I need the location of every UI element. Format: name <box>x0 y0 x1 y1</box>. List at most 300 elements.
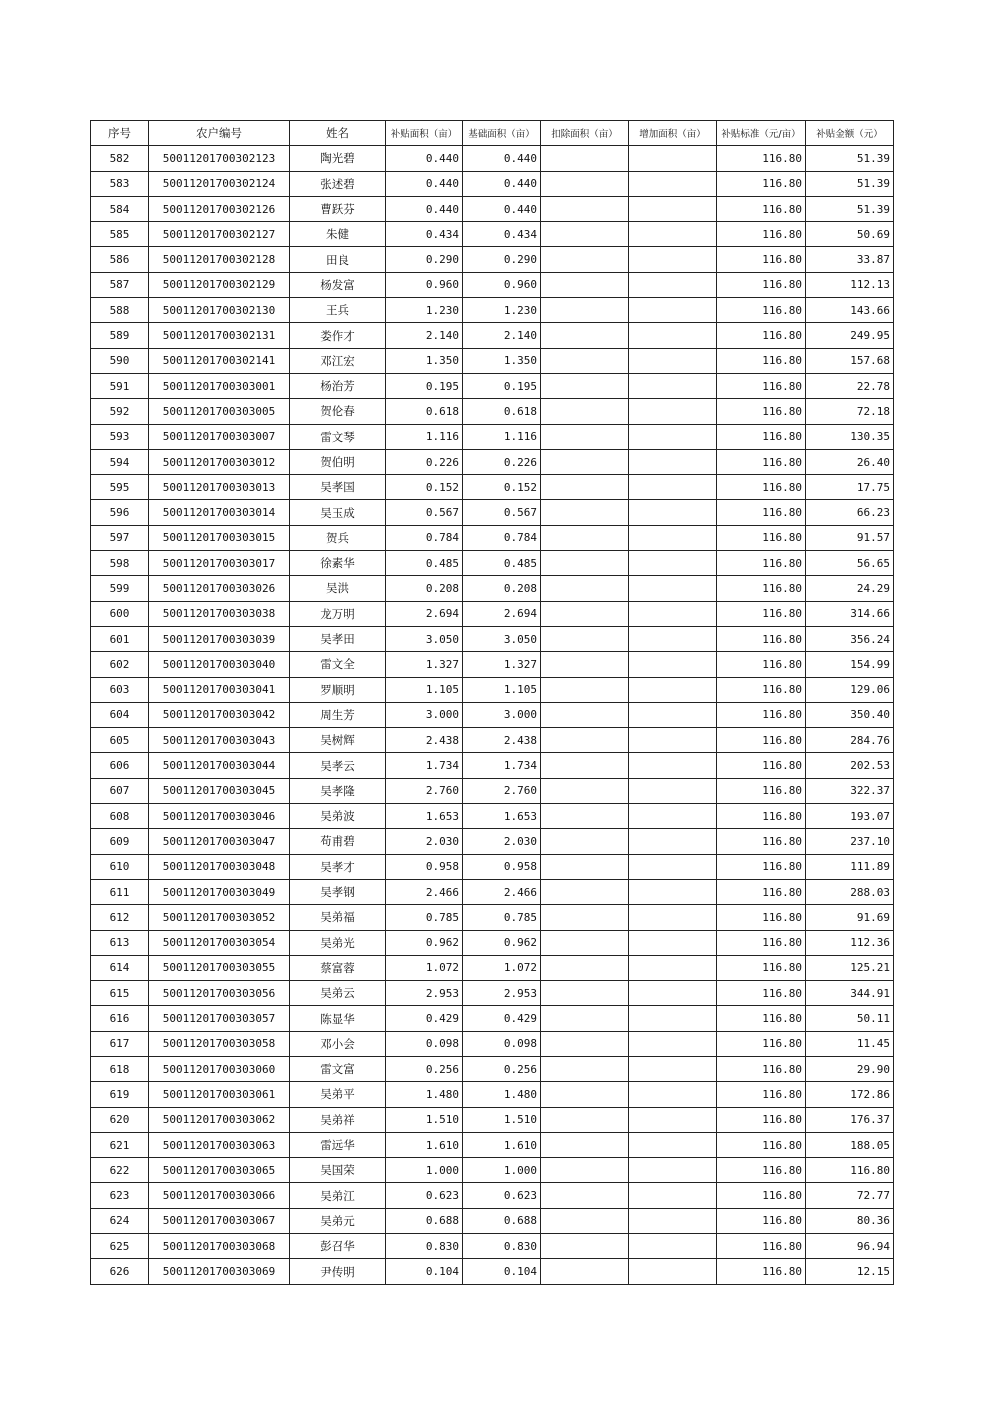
index-cell: 616 <box>91 1006 149 1031</box>
name-cell: 徐素华 <box>290 551 386 576</box>
subsidy-amount-cell: 33.87 <box>806 247 894 272</box>
subsidy-rate-cell: 116.80 <box>717 551 806 576</box>
deducted-area-cell <box>541 981 629 1006</box>
subsidy-area-cell: 0.256 <box>386 1056 463 1081</box>
base-area-cell: 1.610 <box>463 1132 541 1157</box>
deducted-area-cell <box>541 930 629 955</box>
table-row <box>91 1158 894 1183</box>
farmer-id-cell: 50011201700303057 <box>149 1006 290 1031</box>
index-cell: 604 <box>91 702 149 727</box>
deducted-area-cell <box>541 955 629 980</box>
subsidy-rate-cell: 116.80 <box>717 247 806 272</box>
index-cell: 623 <box>91 1183 149 1208</box>
subsidy-area-cell: 0.618 <box>386 399 463 424</box>
index-cell: 597 <box>91 525 149 550</box>
deducted-area-cell <box>541 1107 629 1132</box>
deducted-area-cell <box>541 728 629 753</box>
index-cell: 620 <box>91 1107 149 1132</box>
farmer-id-cell: 50011201700303041 <box>149 677 290 702</box>
added-area-cell <box>629 981 717 1006</box>
added-area-cell <box>629 373 717 398</box>
deducted-area-cell <box>541 753 629 778</box>
header-index: 序号 <box>91 121 149 146</box>
farmer-id-cell: 50011201700303068 <box>149 1234 290 1259</box>
subsidy-amount-cell: 130.35 <box>806 424 894 449</box>
subsidy-amount-cell: 96.94 <box>806 1234 894 1259</box>
subsidy-rate-cell: 116.80 <box>717 981 806 1006</box>
base-area-cell: 2.140 <box>463 323 541 348</box>
table-row <box>91 348 894 373</box>
subsidy-area-cell: 3.050 <box>386 626 463 651</box>
table-row <box>91 196 894 221</box>
subsidy-amount-cell: 72.77 <box>806 1183 894 1208</box>
deducted-area-cell <box>541 1056 629 1081</box>
name-cell: 吴国荣 <box>290 1158 386 1183</box>
index-cell: 622 <box>91 1158 149 1183</box>
added-area-cell <box>629 399 717 424</box>
deducted-area-cell <box>541 1234 629 1259</box>
deducted-area-cell <box>541 1158 629 1183</box>
base-area-cell: 1.230 <box>463 298 541 323</box>
subsidy-rate-cell: 116.80 <box>717 905 806 930</box>
name-cell: 吴孝隆 <box>290 778 386 803</box>
index-cell: 607 <box>91 778 149 803</box>
deducted-area-cell <box>541 348 629 373</box>
subsidy-rate-cell: 116.80 <box>717 1031 806 1056</box>
deducted-area-cell <box>541 677 629 702</box>
table-row <box>91 930 894 955</box>
name-cell: 杨治芳 <box>290 373 386 398</box>
index-cell: 621 <box>91 1132 149 1157</box>
subsidy-amount-cell: 154.99 <box>806 652 894 677</box>
name-cell: 田良 <box>290 247 386 272</box>
subsidy-amount-cell: 284.76 <box>806 728 894 753</box>
deducted-area-cell <box>541 601 629 626</box>
subsidy-rate-cell: 116.80 <box>717 399 806 424</box>
table-row <box>91 981 894 1006</box>
added-area-cell <box>629 829 717 854</box>
deducted-area-cell <box>541 626 629 651</box>
deducted-area-cell <box>541 879 629 904</box>
name-cell: 吴弟平 <box>290 1082 386 1107</box>
table-row <box>91 677 894 702</box>
subsidy-rate-cell: 116.80 <box>717 1056 806 1081</box>
name-cell: 朱健 <box>290 222 386 247</box>
subsidy-amount-cell: 172.86 <box>806 1082 894 1107</box>
subsidy-rate-cell: 116.80 <box>717 702 806 727</box>
table-row <box>91 854 894 879</box>
farmer-id-cell: 50011201700302141 <box>149 348 290 373</box>
base-area-cell: 0.960 <box>463 272 541 297</box>
deducted-area-cell <box>541 1031 629 1056</box>
subsidy-amount-cell: 237.10 <box>806 829 894 854</box>
deducted-area-cell <box>541 272 629 297</box>
added-area-cell <box>629 298 717 323</box>
base-area-cell: 0.152 <box>463 475 541 500</box>
subsidy-rate-cell: 116.80 <box>717 171 806 196</box>
subsidy-amount-cell: 12.15 <box>806 1259 894 1284</box>
header-subsidy-amount: 补贴金额（元） <box>806 121 894 146</box>
name-cell: 苟甫碧 <box>290 829 386 854</box>
index-cell: 626 <box>91 1259 149 1284</box>
farmer-id-cell: 50011201700303012 <box>149 449 290 474</box>
subsidy-rate-cell: 116.80 <box>717 196 806 221</box>
added-area-cell <box>629 728 717 753</box>
base-area-cell: 1.000 <box>463 1158 541 1183</box>
subsidy-rate-cell: 116.80 <box>717 146 806 171</box>
index-cell: 614 <box>91 955 149 980</box>
name-cell: 贺兵 <box>290 525 386 550</box>
name-cell: 雷文琴 <box>290 424 386 449</box>
subsidy-area-cell: 0.440 <box>386 196 463 221</box>
index-cell: 619 <box>91 1082 149 1107</box>
subsidy-amount-cell: 356.24 <box>806 626 894 651</box>
added-area-cell <box>629 955 717 980</box>
subsidy-amount-cell: 157.68 <box>806 348 894 373</box>
table-row <box>91 171 894 196</box>
table-row <box>91 804 894 829</box>
base-area-cell: 1.105 <box>463 677 541 702</box>
deducted-area-cell <box>541 222 629 247</box>
name-cell: 吴孝田 <box>290 626 386 651</box>
subsidy-amount-cell: 91.57 <box>806 525 894 550</box>
base-area-cell: 1.116 <box>463 424 541 449</box>
added-area-cell <box>629 778 717 803</box>
table-row <box>91 1107 894 1132</box>
subsidy-amount-cell: 111.89 <box>806 854 894 879</box>
subsidy-rate-cell: 116.80 <box>717 500 806 525</box>
base-area-cell: 0.618 <box>463 399 541 424</box>
base-area-cell: 3.050 <box>463 626 541 651</box>
subsidy-rate-cell: 116.80 <box>717 879 806 904</box>
subsidy-amount-cell: 66.23 <box>806 500 894 525</box>
base-area-cell: 2.953 <box>463 981 541 1006</box>
deducted-area-cell <box>541 905 629 930</box>
farmer-id-cell: 50011201700303040 <box>149 652 290 677</box>
subsidy-area-cell: 0.688 <box>386 1208 463 1233</box>
subsidy-rate-cell: 116.80 <box>717 1006 806 1031</box>
index-cell: 602 <box>91 652 149 677</box>
name-cell: 吴洪 <box>290 576 386 601</box>
subsidy-rate-cell: 116.80 <box>717 1132 806 1157</box>
index-cell: 611 <box>91 879 149 904</box>
name-cell: 雷文富 <box>290 1056 386 1081</box>
name-cell: 王兵 <box>290 298 386 323</box>
subsidy-area-cell: 1.610 <box>386 1132 463 1157</box>
header-base-area: 基础面积（亩） <box>463 121 541 146</box>
subsidy-area-cell: 1.734 <box>386 753 463 778</box>
farmer-id-cell: 50011201700302128 <box>149 247 290 272</box>
subsidy-rate-cell: 116.80 <box>717 601 806 626</box>
index-cell: 592 <box>91 399 149 424</box>
table-row <box>91 500 894 525</box>
added-area-cell <box>629 323 717 348</box>
farmer-id-cell: 50011201700303013 <box>149 475 290 500</box>
base-area-cell: 1.480 <box>463 1082 541 1107</box>
added-area-cell <box>629 1006 717 1031</box>
table-row <box>91 829 894 854</box>
table-row <box>91 728 894 753</box>
table-row <box>91 753 894 778</box>
base-area-cell: 1.734 <box>463 753 541 778</box>
farmer-id-cell: 50011201700303048 <box>149 854 290 879</box>
name-cell: 吴弟波 <box>290 804 386 829</box>
subsidy-rate-cell: 116.80 <box>717 272 806 297</box>
name-cell: 尹传明 <box>290 1259 386 1284</box>
subsidy-rate-cell: 116.80 <box>717 829 806 854</box>
subsidy-amount-cell: 176.37 <box>806 1107 894 1132</box>
subsidy-area-cell: 0.958 <box>386 854 463 879</box>
table-row <box>91 247 894 272</box>
name-cell: 吴树辉 <box>290 728 386 753</box>
subsidy-area-cell: 0.195 <box>386 373 463 398</box>
subsidy-amount-cell: 17.75 <box>806 475 894 500</box>
subsidy-amount-cell: 112.13 <box>806 272 894 297</box>
subsidy-rate-cell: 116.80 <box>717 298 806 323</box>
index-cell: 610 <box>91 854 149 879</box>
farmer-id-cell: 50011201700303044 <box>149 753 290 778</box>
subsidy-area-cell: 2.466 <box>386 879 463 904</box>
base-area-cell: 0.440 <box>463 196 541 221</box>
added-area-cell <box>629 475 717 500</box>
name-cell: 雷文全 <box>290 652 386 677</box>
subsidy-amount-cell: 50.69 <box>806 222 894 247</box>
subsidy-area-cell: 0.960 <box>386 272 463 297</box>
subsidy-amount-cell: 80.36 <box>806 1208 894 1233</box>
added-area-cell <box>629 753 717 778</box>
index-cell: 585 <box>91 222 149 247</box>
added-area-cell <box>629 576 717 601</box>
subsidy-amount-cell: 288.03 <box>806 879 894 904</box>
table-row <box>91 879 894 904</box>
base-area-cell: 0.098 <box>463 1031 541 1056</box>
base-area-cell: 0.195 <box>463 373 541 398</box>
farmer-id-cell: 50011201700303046 <box>149 804 290 829</box>
added-area-cell <box>629 879 717 904</box>
farmer-id-cell: 50011201700303055 <box>149 955 290 980</box>
header-subsidy-rate: 补贴标准（元/亩） <box>717 121 806 146</box>
index-cell: 598 <box>91 551 149 576</box>
table-row <box>91 1056 894 1081</box>
index-cell: 625 <box>91 1234 149 1259</box>
base-area-cell: 2.438 <box>463 728 541 753</box>
name-cell: 吴弟光 <box>290 930 386 955</box>
name-cell: 杨发富 <box>290 272 386 297</box>
farmer-id-cell: 50011201700303014 <box>149 500 290 525</box>
subsidy-area-cell: 1.653 <box>386 804 463 829</box>
table-row <box>91 399 894 424</box>
subsidy-area-cell: 0.290 <box>386 247 463 272</box>
name-cell: 张述碧 <box>290 171 386 196</box>
subsidy-area-cell: 0.152 <box>386 475 463 500</box>
base-area-cell: 0.440 <box>463 171 541 196</box>
subsidy-rate-cell: 116.80 <box>717 677 806 702</box>
subsidy-amount-cell: 91.69 <box>806 905 894 930</box>
subsidy-area-cell: 1.510 <box>386 1107 463 1132</box>
index-cell: 595 <box>91 475 149 500</box>
subsidy-rate-cell: 116.80 <box>717 1234 806 1259</box>
added-area-cell <box>629 626 717 651</box>
subsidy-rate-cell: 116.80 <box>717 424 806 449</box>
table-row <box>91 146 894 171</box>
subsidy-amount-cell: 26.40 <box>806 449 894 474</box>
subsidy-area-cell: 0.208 <box>386 576 463 601</box>
subsidy-area-cell: 1.116 <box>386 424 463 449</box>
name-cell: 吴弟福 <box>290 905 386 930</box>
deducted-area-cell <box>541 171 629 196</box>
table-row <box>91 449 894 474</box>
deducted-area-cell <box>541 146 629 171</box>
base-area-cell: 0.784 <box>463 525 541 550</box>
added-area-cell <box>629 804 717 829</box>
subsidy-area-cell: 1.000 <box>386 1158 463 1183</box>
base-area-cell: 0.688 <box>463 1208 541 1233</box>
farmer-id-cell: 50011201700303054 <box>149 930 290 955</box>
subsidy-area-cell: 0.098 <box>386 1031 463 1056</box>
name-cell: 曹跃芬 <box>290 196 386 221</box>
farmer-id-cell: 50011201700303061 <box>149 1082 290 1107</box>
base-area-cell: 3.000 <box>463 702 541 727</box>
index-cell: 590 <box>91 348 149 373</box>
base-area-cell: 0.429 <box>463 1006 541 1031</box>
base-area-cell: 1.510 <box>463 1107 541 1132</box>
subsidy-rate-cell: 116.80 <box>717 323 806 348</box>
table-row <box>91 652 894 677</box>
farmer-id-cell: 50011201700302130 <box>149 298 290 323</box>
subsidy-amount-cell: 193.07 <box>806 804 894 829</box>
deducted-area-cell <box>541 247 629 272</box>
subsidy-area-cell: 0.104 <box>386 1259 463 1284</box>
subsidy-amount-cell: 314.66 <box>806 601 894 626</box>
farmer-id-cell: 50011201700303007 <box>149 424 290 449</box>
base-area-cell: 0.434 <box>463 222 541 247</box>
subsidy-rate-cell: 116.80 <box>717 854 806 879</box>
farmer-id-cell: 50011201700303049 <box>149 879 290 904</box>
name-cell: 贺伯明 <box>290 449 386 474</box>
base-area-cell: 0.830 <box>463 1234 541 1259</box>
deducted-area-cell <box>541 449 629 474</box>
farmer-id-cell: 50011201700303042 <box>149 702 290 727</box>
base-area-cell: 0.962 <box>463 930 541 955</box>
subsidy-rate-cell: 116.80 <box>717 1183 806 1208</box>
name-cell: 贺伦春 <box>290 399 386 424</box>
table-row <box>91 702 894 727</box>
subsidy-area-cell: 0.962 <box>386 930 463 955</box>
header-deducted-area: 扣除面积（亩） <box>541 121 629 146</box>
deducted-area-cell <box>541 475 629 500</box>
header-added-area: 增加面积（亩） <box>629 121 717 146</box>
name-cell: 娄作才 <box>290 323 386 348</box>
subsidy-area-cell: 2.030 <box>386 829 463 854</box>
subsidy-area-cell: 0.440 <box>386 171 463 196</box>
added-area-cell <box>629 525 717 550</box>
index-cell: 612 <box>91 905 149 930</box>
subsidy-rate-cell: 116.80 <box>717 576 806 601</box>
index-cell: 603 <box>91 677 149 702</box>
deducted-area-cell <box>541 424 629 449</box>
subsidy-amount-cell: 116.80 <box>806 1158 894 1183</box>
subsidy-amount-cell: 50.11 <box>806 1006 894 1031</box>
farmer-id-cell: 50011201700303001 <box>149 373 290 398</box>
name-cell: 彭召华 <box>290 1234 386 1259</box>
deducted-area-cell <box>541 298 629 323</box>
deducted-area-cell <box>541 196 629 221</box>
subsidy-amount-cell: 125.21 <box>806 955 894 980</box>
added-area-cell <box>629 222 717 247</box>
farmer-id-cell: 50011201700303026 <box>149 576 290 601</box>
added-area-cell <box>629 1234 717 1259</box>
subsidy-rate-cell: 116.80 <box>717 955 806 980</box>
subsidy-area-cell: 2.953 <box>386 981 463 1006</box>
added-area-cell <box>629 1259 717 1284</box>
index-cell: 615 <box>91 981 149 1006</box>
name-cell: 邓江宏 <box>290 348 386 373</box>
base-area-cell: 0.104 <box>463 1259 541 1284</box>
subsidy-rate-cell: 116.80 <box>717 525 806 550</box>
base-area-cell: 0.440 <box>463 146 541 171</box>
subsidy-area-cell: 3.000 <box>386 702 463 727</box>
farmer-id-cell: 50011201700302124 <box>149 171 290 196</box>
added-area-cell <box>629 930 717 955</box>
subsidy-amount-cell: 51.39 <box>806 146 894 171</box>
deducted-area-cell <box>541 576 629 601</box>
subsidy-amount-cell: 51.39 <box>806 171 894 196</box>
subsidy-area-cell: 1.072 <box>386 955 463 980</box>
table-row <box>91 323 894 348</box>
deducted-area-cell <box>541 399 629 424</box>
deducted-area-cell <box>541 804 629 829</box>
subsidy-amount-cell: 202.53 <box>806 753 894 778</box>
farmer-id-cell: 50011201700303015 <box>149 525 290 550</box>
name-cell: 邓小会 <box>290 1031 386 1056</box>
subsidy-area-cell: 0.226 <box>386 449 463 474</box>
added-area-cell <box>629 677 717 702</box>
farmer-id-cell: 50011201700303060 <box>149 1056 290 1081</box>
farmer-id-cell: 50011201700303056 <box>149 981 290 1006</box>
index-cell: 618 <box>91 1056 149 1081</box>
added-area-cell <box>629 905 717 930</box>
subsidy-rate-cell: 116.80 <box>717 222 806 247</box>
subsidy-area-cell: 1.350 <box>386 348 463 373</box>
added-area-cell <box>629 652 717 677</box>
index-cell: 589 <box>91 323 149 348</box>
deducted-area-cell <box>541 652 629 677</box>
base-area-cell: 1.350 <box>463 348 541 373</box>
name-cell: 吴孝钢 <box>290 879 386 904</box>
name-cell: 吴孝云 <box>290 753 386 778</box>
name-cell: 吴弟云 <box>290 981 386 1006</box>
subsidy-amount-cell: 350.40 <box>806 702 894 727</box>
subsidy-rate-cell: 116.80 <box>717 728 806 753</box>
subsidy-rate-cell: 116.80 <box>717 778 806 803</box>
index-cell: 606 <box>91 753 149 778</box>
added-area-cell <box>629 171 717 196</box>
header-farmer-id: 农户编号 <box>149 121 290 146</box>
added-area-cell <box>629 1056 717 1081</box>
deducted-area-cell <box>541 1259 629 1284</box>
subsidy-amount-cell: 322.37 <box>806 778 894 803</box>
farmer-id-cell: 50011201700303043 <box>149 728 290 753</box>
name-cell: 龙万明 <box>290 601 386 626</box>
subsidy-area-cell: 1.105 <box>386 677 463 702</box>
farmer-id-cell: 50011201700302127 <box>149 222 290 247</box>
subsidy-rate-cell: 116.80 <box>717 1107 806 1132</box>
base-area-cell: 2.694 <box>463 601 541 626</box>
table-row <box>91 1259 894 1284</box>
farmer-id-cell: 50011201700303045 <box>149 778 290 803</box>
subsidy-rate-cell: 116.80 <box>717 373 806 398</box>
index-cell: 617 <box>91 1031 149 1056</box>
